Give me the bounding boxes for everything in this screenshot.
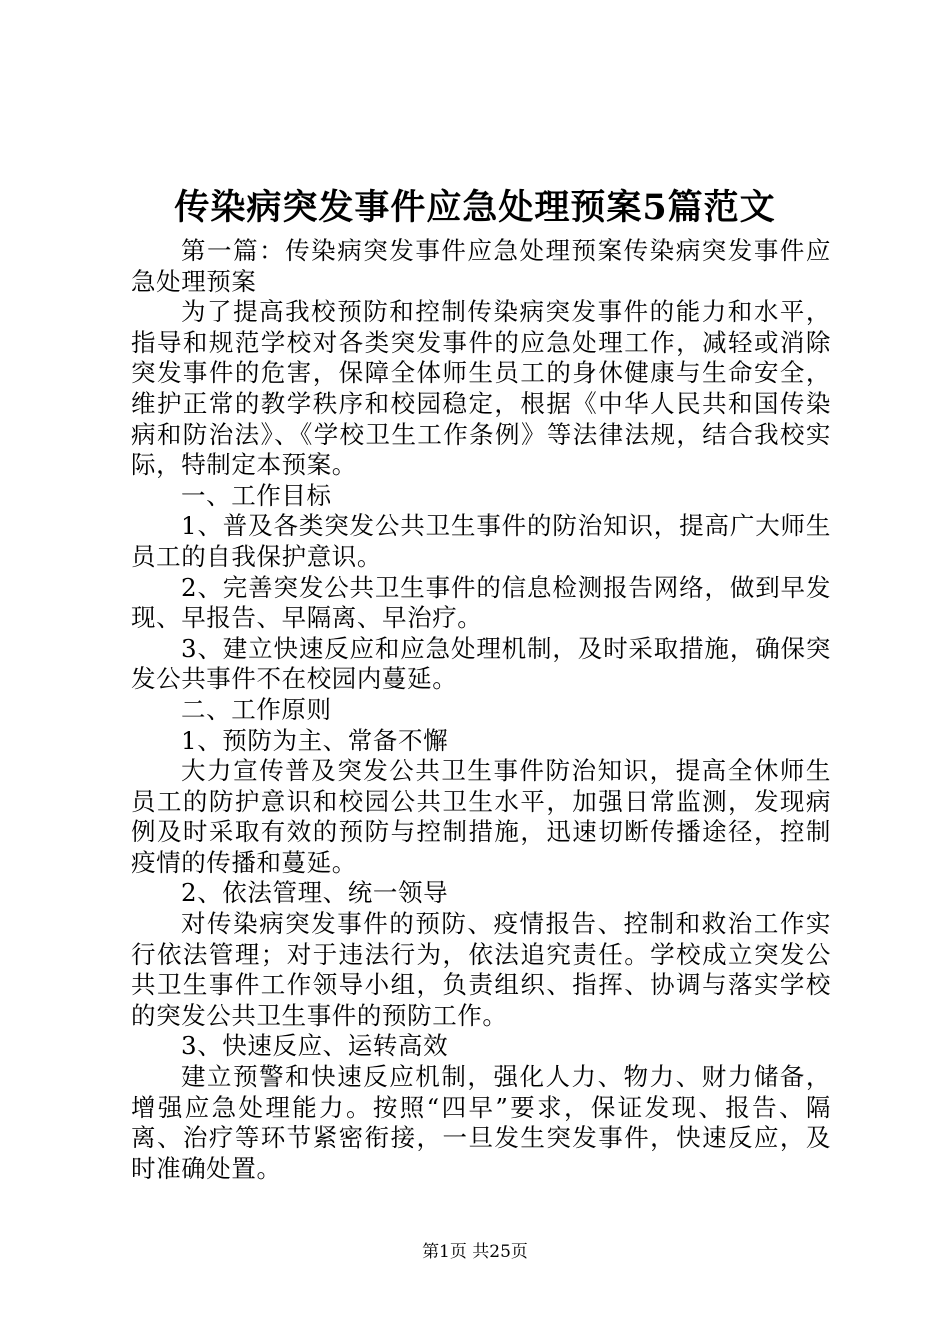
paragraph: 为了提高我校预防和控制传染病突发事件的能力和水平，指导和规范学校对各类突发事件的应急处理工作，减轻或消除突发事件的危害，保障全体师生员工的身休健康与生命安全，维护正常的教学秩序和校园稳定，根据《中华人民共和国传染病和防治法》、《学校卫生工作条例》等法律法规，结合我校实际，特制定本预案。 [131, 297, 831, 480]
paragraph: 1、普及各类突发公共卫生事件的防治知识，提高广大师生员工的自我保护意识。 [131, 511, 831, 571]
page-number: 第1页 共25页 [422, 1242, 528, 1262]
paragraph: 3、建立快速反应和应急处理机制，及时采取措施，确保突发公共事件不在校园内蔓延。 [131, 633, 831, 694]
paragraph: 对传染病突发事件的预防、疫情报告、控制和救治工作实行依法管理；对于违法行为，依法追究责任。学校成立突发公共卫生事件工作领导小组，负责组织、指挥、协调与落实学校的突发公共卫生事件的预防工作。 [131, 909, 831, 1030]
section-heading: 一、工作目标 [181, 480, 332, 510]
paragraph: 第一篇：传染病突发事件应急处理预案传染病突发事件应急处理预案 [131, 236, 831, 296]
document-title: 传染病突发事件应急处理预案5篇范文 [174, 187, 776, 228]
paragraph: 大力宣传普及突发公共卫生事件防治知识，提高全休师生员工的防护意识和校园公共卫生水平，加强日常监测，发现病例及时采取有效的预防与控制措施，迅速切断传播途径，控制疫情的传播和蔓延。 [131, 756, 831, 877]
section-heading: 二、工作原则 [181, 694, 332, 724]
subsection-heading: 2、依法管理、统一领导 [181, 878, 449, 908]
paragraph: 2、完善突发公共卫生事件的信息检测报告网络，做到早发现、早报告、早隔离、早治疗。 [131, 572, 831, 633]
subsection-heading: 1、预防为主、常备不懈 [181, 725, 449, 755]
paragraph: 建立预警和快速反应机制，强化人力、物力、财力储备，增强应急处理能力。按照“四早”要求，保证发现、报告、隔离、治疗等环节紧密衔接，一旦发生突发事件，快速反应，及时准确处置。 [131, 1062, 831, 1183]
subsection-heading: 3、快速反应、运转高效 [181, 1031, 449, 1061]
document-body [131, 236, 831, 1184]
